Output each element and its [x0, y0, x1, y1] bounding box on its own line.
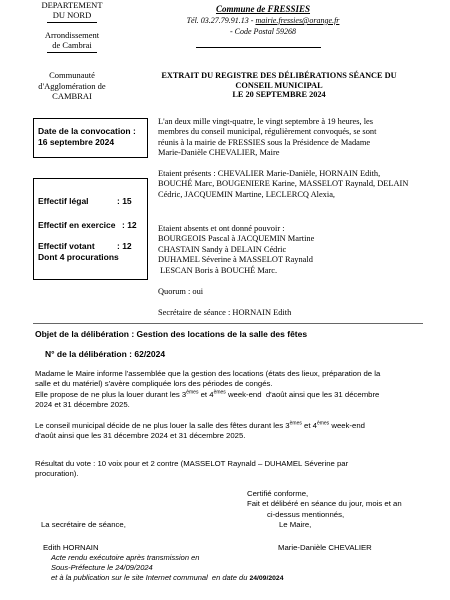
quorum-text: Quorum : oui — [158, 287, 204, 296]
proposal-line: salle et du matériel) s'avère compliquée lors des périodes de congés. — [35, 379, 273, 389]
proposal-text: Elle propose de ne plus la louer durant les 3 — [35, 389, 187, 399]
postal-code: - Code Postal 59268 — [230, 27, 296, 36]
commune-divider — [196, 47, 321, 48]
footer-line: Acte rendu exécutoire après transmission en — [51, 553, 200, 562]
absents-line: DUHAMEL Séverine à MASSELOT Raynald — [158, 255, 313, 265]
footer-line: Sous-Préfecture le 24/09/2024 — [51, 563, 153, 572]
certif-line: Certifié conforme, — [247, 489, 309, 498]
footer-text: et à la publication sur le site Internet communal en date du — [51, 573, 250, 582]
commune-name: Commune de FRESSIES — [215, 4, 311, 14]
vote-result — [35, 459, 430, 480]
communaute-line1: Communauté — [49, 70, 95, 80]
presents-list — [158, 169, 428, 200]
vote-line: procuration). — [35, 469, 79, 479]
certification-block — [247, 489, 427, 520]
communaute-line2: d'Agglomération de — [38, 80, 106, 91]
decision-text: Le conseil municipal décide de ne plus louer la salle des fêtes durant les 3 — [35, 421, 290, 430]
department-block — [22, 0, 122, 20]
paragraph-proposal — [35, 369, 430, 411]
document-title — [150, 71, 408, 100]
secretaire-text: Secrétaire de séance : HORNAIN Edith — [158, 308, 292, 317]
procurations-count: Dont 4 procurations — [38, 252, 119, 262]
communaute-line3: CAMBRAI — [52, 91, 92, 101]
certif-line: Fait et délibéré en séance du jour, mois et an — [247, 499, 402, 509]
title-line3: LE 20 SEPTEMBRE 2024 — [232, 90, 326, 99]
vote-line: Résultat du vote : 10 voix pour et 2 contre (MASSELOT Raynald – DUHAMEL Séverine par — [35, 459, 349, 468]
presents-line: Cédric, JACQUEMIN Martine, LECLERCQ Alexia, — [158, 189, 336, 199]
paragraph-decision — [35, 421, 430, 442]
absents-line: Etaient absents et ont donné pouvoir : — [158, 224, 285, 233]
presents-line: BOUCHÉ Marc, BOUGENIERE Karine, MASSELOT Raynald, DELAIN — [158, 179, 409, 189]
deliberation-subject: Objet de la délibération : Gestion des locations de la salle des fêtes — [35, 329, 308, 339]
decision-text: et 4 — [301, 421, 317, 430]
secretaire-label: La secrétaire de séance, — [41, 520, 126, 529]
effectif-exercice-value: : 12 — [122, 220, 137, 230]
decision-line: d'août ainsi que les 31 décembre 2024 et 31 décembre 2025. — [35, 431, 246, 441]
decision-line — [35, 421, 430, 431]
phone-text: Tél. 03.27.79.91.13 - — [186, 16, 256, 25]
effectif-votant-value: : 12 — [117, 241, 132, 251]
intro-line: Marie-Danièle CHEVALIER, Maire — [158, 148, 280, 158]
proposal-text: et 4 — [198, 389, 214, 399]
absents-line: BOURGEOIS Pascal à JACQUEMIN Martine — [158, 234, 315, 244]
arrondissement-block — [22, 30, 122, 50]
ordinal-sup: èmes — [213, 389, 226, 396]
presents-line: Etaient présents : CHEVALIER Marie-Danièle, HORNAIN Edith, — [158, 169, 381, 178]
effectif-votant-label: Effectif votant — [38, 241, 95, 251]
arrondissement-line2: de Cambrai — [52, 40, 92, 50]
effectif-legal-value: : 15 — [117, 196, 132, 206]
proposal-line: 2024 et 31 décembre 2025. — [35, 400, 130, 410]
arrondissement-line1: Arrondissement — [44, 30, 100, 40]
intro-line: L'an deux mille vingt-quatre, le vingt septembre à 19 heures, les — [158, 117, 374, 126]
effectifs-box — [33, 178, 148, 280]
decision-text: week-end — [329, 421, 365, 430]
ordinal-sup: èmes — [316, 420, 330, 427]
title-line1: EXTRAIT DU REGISTRE DES DÉLIBÉRATIONS SÉANCE DU — [161, 71, 397, 80]
convocation-date: 16 septembre 2024 — [38, 137, 115, 147]
certif-line: ci-dessus mentionnés, — [267, 509, 345, 519]
section-divider — [33, 323, 423, 324]
effectif-exercice-label: Effectif en exercice — [38, 220, 116, 230]
footer-executoire — [51, 553, 431, 584]
contact-line — [183, 15, 343, 26]
communaute-block — [22, 70, 122, 102]
deliberation-number: N° de la délibération : 62/2024 — [45, 349, 166, 359]
ordinal-sup: èmes — [289, 420, 302, 427]
maire-name: Marie-Danièle CHEVALIER — [278, 543, 372, 552]
absents-line: LESCAN Boris à BOUCHÉ Marc. — [158, 265, 278, 275]
proposal-line — [35, 390, 430, 400]
department-line1: DEPARTEMENT — [41, 0, 103, 10]
intro-line: membres du conseil municipal, régulièrement convoqués, se sont — [158, 127, 377, 137]
department-divider — [47, 22, 97, 23]
footer-line — [51, 573, 431, 584]
maire-label: Le Maire, — [279, 520, 312, 529]
absents-line: CHASTAIN Sandy à DELAIN Cédric — [158, 244, 287, 254]
title-line2: CONSEIL MUNICIPAL — [235, 80, 323, 90]
ordinal-sup: èmes — [186, 389, 199, 396]
session-intro — [158, 117, 428, 159]
intro-line: réunis à la mairie de FRESSIES sous la Présidence de Madame — [158, 137, 371, 147]
effectif-legal-label: Effectif légal — [38, 196, 89, 206]
convocation-box — [33, 118, 148, 158]
convocation-label: Date de la convocation : — [38, 126, 136, 136]
proposal-line: Madame le Maire informe l'assemblée que la gestion des locations (états des lieux, préparation de la — [35, 369, 381, 378]
email-link[interactable]: mairie.fressies@orange.fr — [255, 16, 340, 25]
proposal-text: week-end d'août ainsi que les 31 décembre — [225, 389, 380, 399]
department-line2: DU NORD — [52, 10, 92, 20]
arrondissement-divider — [47, 52, 97, 53]
commune-header — [183, 4, 343, 37]
footer-date: 24/09/2024 — [249, 575, 284, 582]
absents-list — [158, 224, 428, 276]
secretaire-name: Edith HORNAIN — [43, 543, 99, 552]
